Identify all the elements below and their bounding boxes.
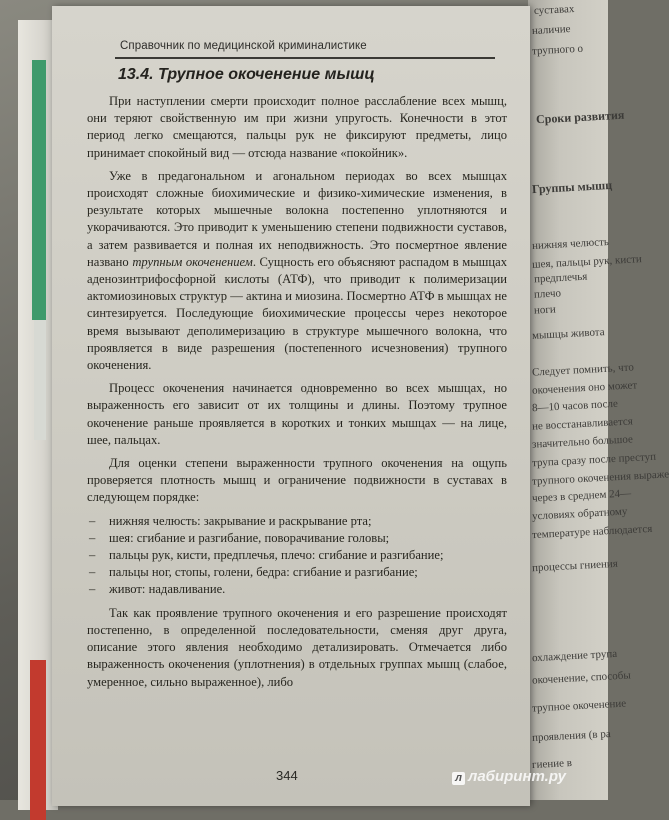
facing-page-text: нижняя челюсть — [531, 235, 610, 253]
facing-page-text: не восстанавливается — [531, 415, 634, 433]
page-number: 344 — [276, 768, 298, 783]
facing-page-text: проявления (в ра — [531, 727, 611, 745]
paragraph: Процесс окоченения начинается одновременно во всех мышцах, но выраженность его зависит от их толщины и длины. Поэтому трупное окоченение раньше проявляется в коротких и тонких мышцах — на лице, шее, пальцах. — [87, 381, 507, 447]
cover-green-stripe — [32, 60, 46, 320]
list-item: – живот: надавливание. — [87, 581, 507, 598]
header-rule — [115, 57, 495, 59]
cover-red-stripe — [30, 660, 46, 820]
facing-page-text: шея, пальцы рук, кисти — [531, 253, 643, 271]
facing-page-text: окоченение, способы — [531, 669, 632, 687]
labirint-logo-icon: л — [452, 772, 465, 785]
facing-page-text: ноги — [533, 303, 557, 317]
facing-page-text: Группы мышц — [531, 177, 613, 197]
paragraph: Для оценки степени выраженности трупного окоченения на ощупь проверяется плотность мышц и ограничение подвижности в суставах в следующем порядке: — [87, 456, 507, 505]
list-item: – пальцы рук, кисти, предплечья, плечо: сгибание и разгибание; — [87, 547, 507, 564]
facing-page-text: трупного о — [531, 42, 584, 58]
paragraph: Так как проявление трупного окоченения и его разрешение происходят постепенно, в определенной последовательности, сменяя друг друга, описание этого явления необходимо детализировать. Отмечается либо выраженность окоченения (уплотнения) в отдельных группах мышц (слабое, умеренное, сильно выраженное), либо — [87, 605, 507, 689]
facing-page-text: трупного окоченения выраже — [531, 468, 669, 488]
watermark-text: лабиринт.ру — [468, 768, 566, 785]
facing-page-text: окоченения оно может — [531, 379, 638, 397]
facing-page-text: плечо — [533, 287, 562, 301]
facing-page-text: охлаждение трупа — [531, 647, 618, 665]
facing-page-text: Следует помнить, что — [531, 361, 635, 379]
paragraph-text: . Сущность его объясняют распадом в мышцах аденозинтрифосфорной кислоты (АТФ), что приводит к полимеризации актомиозиновых структур — актина и миозина. Посмертно АТФ в мышцах не синтезируется. Последующие биохимические процессы через некоторое время вызывают деполимеризацию в структуре мышечного волокна, что проявляется в виде разрешения (постепенного исчезновения) трупного окоченения. — [87, 254, 508, 373]
facing-page-text: гиение в — [531, 756, 573, 772]
body-text — [87, 93, 507, 697]
facing-page-text: наличие — [531, 22, 571, 38]
term-emphasis: трупным окоченением — [132, 254, 253, 269]
facing-page-text: через в среднем 24— — [531, 487, 632, 505]
facing-page-text: суставах — [533, 2, 575, 18]
facing-page-text: процессы гниения — [531, 557, 619, 575]
facing-page-text: мышцы живота — [531, 326, 605, 342]
watermark — [452, 768, 566, 785]
list-item: – нижняя челюсть: закрывание и раскрывание рта; — [87, 513, 507, 530]
paragraph — [87, 168, 507, 374]
facing-page-text: трупное окоченение — [531, 697, 627, 715]
running-head: Справочник по медицинской криминалистике — [120, 40, 367, 52]
facing-page-text: 8—10 часов после — [531, 397, 619, 415]
check-order-list — [87, 513, 507, 599]
list-item: – шея: сгибание и разгибание, поворачивание головы; — [87, 530, 507, 547]
facing-page-text: условиях обратному — [531, 505, 628, 523]
section-title: 13.4. Трупное окоченение мышц — [118, 66, 375, 83]
facing-page-text: Сроки развития — [535, 107, 625, 127]
paragraph: При наступлении смерти происходит полное расслабление всех мышц, они теряют свойственную им при жизни упругость. Конечности в этот период легко смещаются, пальцы рук не фиксируют предметы, лицо принимает спокойный вид — отсюда название «покойник». — [87, 94, 507, 160]
facing-page-text: температуре наблюдается — [531, 522, 653, 542]
facing-page-text: предплечья — [533, 270, 588, 286]
paragraph-text: Уже в предагональном и агональном периодах во всех мышцах происходят сложные биохимические и физико-химические изменения, в результате которых мышечные волокна постепенно уплотняются и укорачиваются. Это приводит к уменьшению степени подвижности суставов, а затем развивается и полная их неподвижность. Это посмертное явление названо — [87, 168, 507, 269]
list-item: – пальцы ног, стопы, голени, бедра: сгибание и разгибание; — [87, 564, 507, 581]
facing-page-text: трупа сразу после преступ — [531, 450, 657, 470]
facing-page-text: значительно большое — [531, 433, 634, 451]
facing-page — [528, 0, 669, 800]
cover-light-stripe — [34, 320, 46, 440]
